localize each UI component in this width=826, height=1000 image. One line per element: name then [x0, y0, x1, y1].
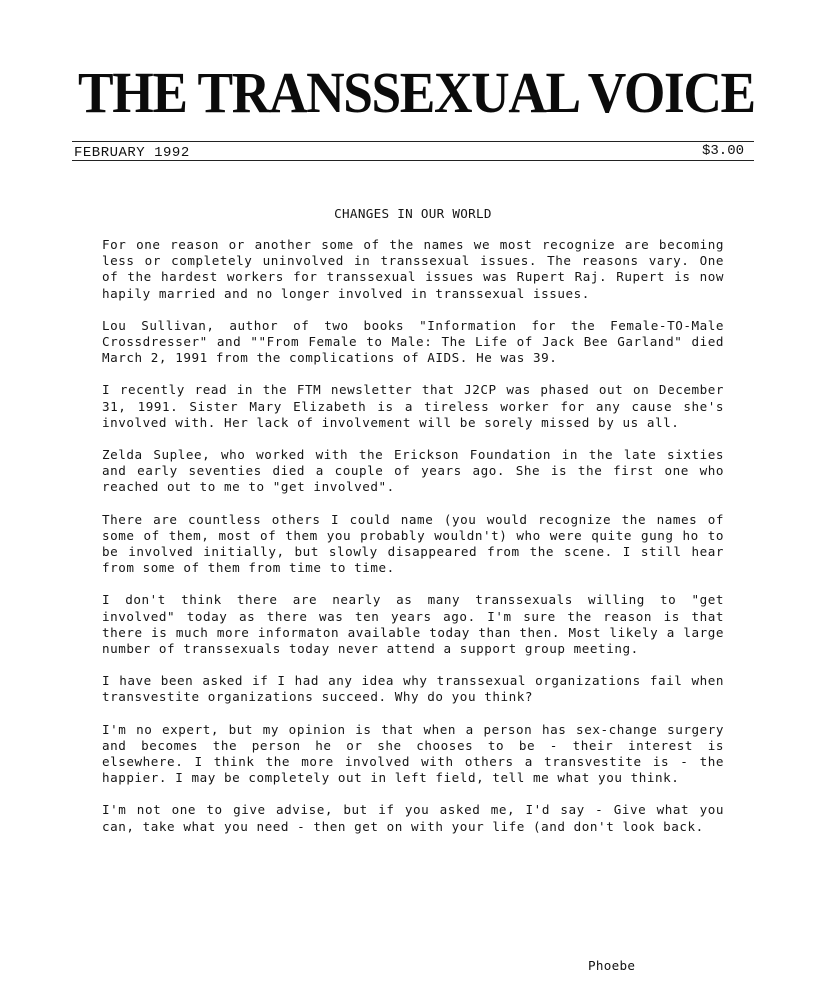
masthead-title: THE TRANSSEXUAL VOICE [78, 60, 755, 125]
article-paragraph: I'm no expert, but my opinion is that when a person has sex-change surgery and becomes the person he or she chooses to be - their interest is elsewhere. I think the more involved with others a transvestite is - the happier. I may be completely out in left field, tell me what you think. [102, 721, 724, 786]
article-paragraph: I have been asked if I had any idea why transsexual organizations fail when transvestite organizations succeed. Why do you think? [102, 673, 724, 705]
article-title: CHANGES IN OUR WORLD [334, 206, 492, 221]
article-paragraph: There are countless others I could name (you would recognize the names of some of them, most of them you probably wouldn't) who were quite gung ho to be involved initially, but slowly disappeared from the scene. I still hear from some of them from time to time. [102, 511, 724, 576]
article-paragraph: I recently read in the FTM newsletter that J2CP was phased out on December 31, 1991. Sister Mary Elizabeth is a tireless worker for any cause she's involved with. Her lack of involvement will be sorely missed by us all. [102, 382, 724, 430]
masthead-bottom-rule [72, 160, 754, 161]
masthead-top-rule [72, 141, 754, 142]
article-paragraph: I'm not one to give advise, but if you asked me, I'd say - Give what you can, take what you need - then get on with your life (and don't look back. [102, 802, 724, 834]
issue-price: $3.00 [702, 143, 745, 159]
issue-date: FEBRUARY 1992 [74, 145, 190, 161]
article-paragraph: Zelda Suplee, who worked with the Erickson Foundation in the late sixties and early seventies died a couple of years ago. She is the first one who reached out to me to "get involved". [102, 447, 724, 495]
article-paragraph: For one reason or another some of the names we most recognize are becoming less or completely uninvolved in transsexual issues. The reasons vary. One of the hardest workers for transsexual issues was Rupert Raj. Rupert is now hapily married and no longer involved in transsexual issues. [102, 237, 724, 301]
article-paragraph: I don't think there are nearly as many transsexuals willing to "get involved" today as there was ten years ago. I'm sure the reason is that there is much more informaton available today than then. Most likely a large number of transsexuals today never attend a support group meeting. [102, 592, 724, 657]
article-paragraph: Lou Sullivan, author of two books "Information for the Female-TO-Male Crossdresser" and ""From Female to Male: The Life of Jack Bee Garland" died March 2, 1991 from the complications of AIDS. He was 39. [102, 317, 724, 366]
article-body [102, 206, 724, 851]
author-signature: Phoebe [588, 958, 636, 973]
